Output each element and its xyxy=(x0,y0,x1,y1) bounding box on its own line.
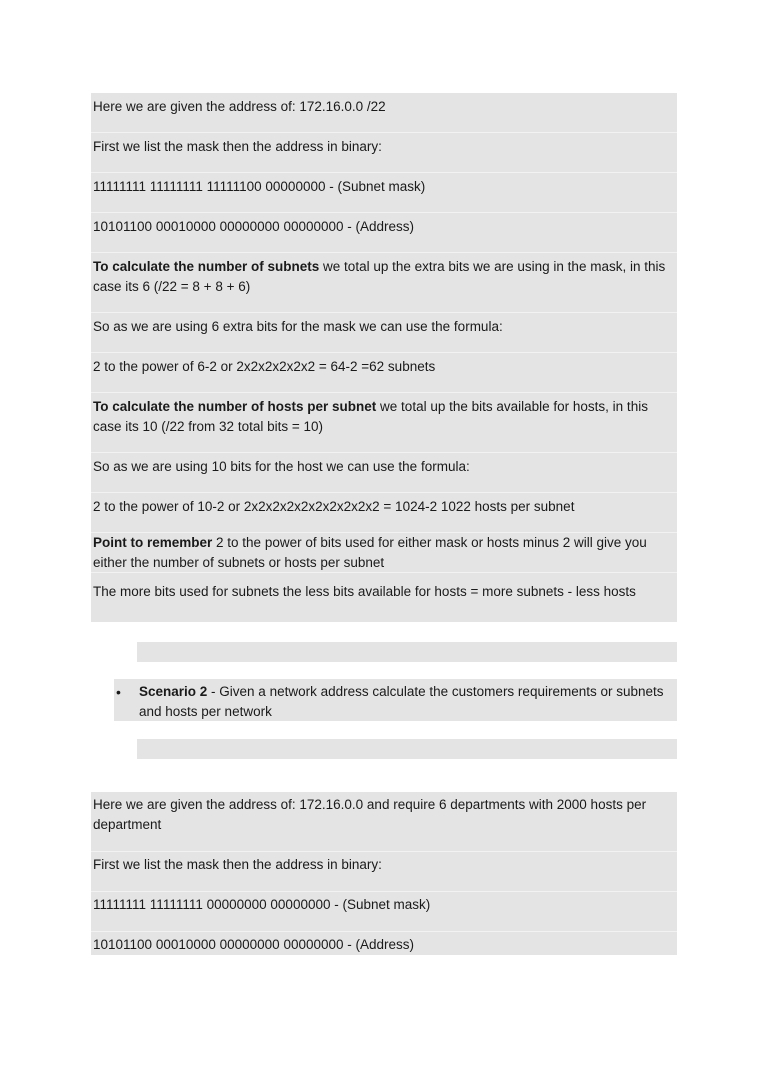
hosts-text-1: we total up the bits available for hosts, in this xyxy=(376,399,648,414)
address-binary-line xyxy=(91,932,677,955)
subnet-mask-binary-line xyxy=(91,892,677,932)
empty-shaded-bar xyxy=(137,642,677,662)
address-binary-text: 10101100 00010000 00000000 00000000 - (Address) xyxy=(93,219,415,234)
scenario2-title: Scenario 2 xyxy=(139,684,208,699)
given-address-text: Here we are given the address of: 172.16.0.0 /22 xyxy=(93,99,386,114)
bullet-dot-icon: • xyxy=(116,684,121,700)
remember-text-2: either the number of subnets or hosts per subnet xyxy=(93,555,385,570)
subnet-mask-binary-text: 11111111 11111111 11111100 00000000 - (Subnet mask) xyxy=(93,179,426,194)
address-binary-line xyxy=(91,213,677,253)
scenario2-text-1: - Given a network address calculate the customers requirements or subnets xyxy=(207,684,664,699)
given-address-requirements-text-1: Here we are given the address of: 172.16.0.0 and require 6 departments with 2000 hosts per xyxy=(93,797,647,812)
hosts-heading: To calculate the number of hosts per subnet xyxy=(93,399,377,414)
subnet-mask-binary-text: 11111111 11111111 00000000 00000000 - (Subnet mask) xyxy=(93,897,431,912)
subnets-text-2: case its 6 (/22 = 8 + 8 + 6) xyxy=(93,279,251,294)
list-mask-line xyxy=(91,133,677,173)
power-hosts-line xyxy=(91,493,677,533)
power-hosts-text: 2 to the power of 10-2 or 2x2x2x2x2x2x2x2x2x2 = 1024-2 1022 hosts per subnet xyxy=(93,499,575,514)
host-bits-line xyxy=(91,453,677,493)
scenario1-explanation-block xyxy=(91,93,677,622)
subnet-mask-binary-line xyxy=(91,173,677,213)
extra-bits-text: So as we are using 6 extra bits for the mask we can use the formula: xyxy=(93,319,503,334)
hosts-calculation-paragraph xyxy=(91,393,677,453)
scenario2-text xyxy=(139,682,677,722)
power-subnets-line xyxy=(91,353,677,393)
list-mask-text: First we list the mask then the address in binary: xyxy=(93,139,382,154)
subnets-calculation-paragraph xyxy=(91,253,677,313)
given-address-line xyxy=(91,93,677,133)
given-address-requirements-text-2: department xyxy=(93,817,162,832)
power-subnets-text: 2 to the power of 6-2 or 2x2x2x2x2x2 = 64-2 =62 subnets xyxy=(93,359,436,374)
list-mask-line xyxy=(91,852,677,892)
more-bits-text: The more bits used for subnets the less bits available for hosts = more subnets - less hosts xyxy=(93,584,636,599)
more-bits-line xyxy=(91,573,677,602)
subnets-heading: To calculate the number of subnets xyxy=(93,259,320,274)
empty-shaded-bar xyxy=(137,739,677,759)
remember-paragraph xyxy=(91,533,677,573)
remember-text-1: 2 to the power of bits used for either mask or hosts minus 2 will give you xyxy=(212,535,647,550)
host-bits-text: So as we are using 10 bits for the host we can use the formula: xyxy=(93,459,470,474)
given-address-requirements-paragraph xyxy=(91,792,677,852)
scenario2-text-2: and hosts per network xyxy=(139,704,272,719)
scenario2-bullet-item xyxy=(114,679,677,721)
subnets-text-1: we total up the extra bits we are using in the mask, in this xyxy=(319,259,666,274)
list-mask-text: First we list the mask then the address in binary: xyxy=(93,857,382,872)
address-binary-text: 10101100 00010000 00000000 00000000 - (Address) xyxy=(93,937,415,952)
remember-heading: Point to remember xyxy=(93,535,213,550)
hosts-text-2: case its 10 (/22 from 32 total bits = 10) xyxy=(93,419,323,434)
extra-bits-line xyxy=(91,313,677,353)
scenario2-explanation-block xyxy=(91,792,677,955)
